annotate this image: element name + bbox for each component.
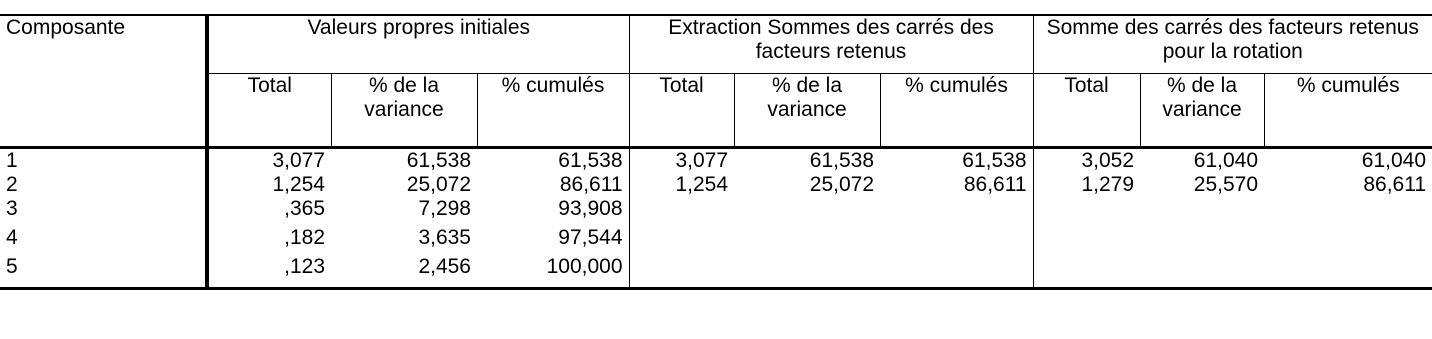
table-title-strip <box>0 0 1432 14</box>
value-cell: 1,254 <box>207 173 331 197</box>
value-cell: 86,611 <box>559 173 623 196</box>
header-pct-variance: % de la variance <box>331 74 477 148</box>
value-cell: 93,908 <box>558 197 623 220</box>
table-row <box>0 148 1432 174</box>
value-cell: 1,279 <box>1033 173 1140 197</box>
component-cell: 5 <box>0 255 207 289</box>
component-cell: 1 <box>0 148 207 174</box>
header-total: Total <box>207 74 331 148</box>
value-cell <box>1264 197 1432 226</box>
header-total: Total <box>629 74 734 148</box>
component-cell: 3 <box>6 197 18 220</box>
header-component: Composante <box>0 15 207 148</box>
value-cell <box>1140 226 1264 255</box>
header-pct-variance: % de la variance <box>734 74 880 148</box>
value-cell: 61,538 <box>477 148 629 174</box>
value-cell <box>1264 226 1432 255</box>
value-cell: 25,072 <box>809 173 875 196</box>
table-row <box>0 197 1432 226</box>
header-rotation-sums: Somme des carrés des facteurs retenus pour la rotation <box>1033 15 1432 74</box>
header-pct-cumulative: % cumulés <box>477 74 629 148</box>
value-cell: 1,254 <box>629 173 734 197</box>
value-cell <box>1033 226 1140 255</box>
value-cell: 2,456 <box>331 255 477 289</box>
value-cell: 100,000 <box>477 255 629 289</box>
component-cell: 4 <box>6 226 18 249</box>
value-cell: ,182 <box>207 226 331 255</box>
value-cell: 61,538 <box>734 148 880 174</box>
component-cell: 2 <box>6 173 18 196</box>
value-cell: 3,077 <box>207 148 331 174</box>
value-cell: 3,635 <box>418 226 471 249</box>
value-cell <box>1033 255 1140 289</box>
value-cell: 61,538 <box>880 148 1033 174</box>
value-cell <box>1140 197 1264 226</box>
header-initial-eigenvalues: Valeurs propres initiales <box>207 15 629 74</box>
value-cell <box>880 255 1033 289</box>
value-cell <box>734 197 880 226</box>
value-cell: 86,611 <box>1363 173 1427 196</box>
header-extraction-sums: Extraction Sommes des carrés des facteurs retenus <box>629 15 1033 74</box>
value-cell <box>629 197 734 226</box>
table-row <box>0 255 1432 289</box>
value-cell <box>880 226 1033 255</box>
table-row <box>0 226 1432 255</box>
value-cell: 86,611 <box>963 173 1027 196</box>
value-cell <box>734 226 880 255</box>
value-cell: ,365 <box>207 197 331 226</box>
value-cell: 61,040 <box>1140 148 1264 174</box>
value-cell: 25,072 <box>406 173 471 196</box>
header-pct-variance: % de la variance <box>1140 74 1264 148</box>
table-row <box>0 173 1432 197</box>
header-pct-cumulative: % cumulés <box>1264 74 1432 148</box>
header-pct-cumulative: % cumulés <box>880 74 1033 148</box>
value-cell <box>734 255 880 289</box>
value-cell <box>1264 255 1432 289</box>
header-total: Total <box>1033 74 1140 148</box>
value-cell <box>629 226 734 255</box>
value-cell: 97,544 <box>558 226 623 249</box>
value-cell: ,123 <box>207 255 331 289</box>
value-cell <box>629 255 734 289</box>
variance-table <box>0 14 1432 290</box>
value-cell <box>1140 255 1264 289</box>
value-cell <box>880 197 1033 226</box>
value-cell: 3,052 <box>1033 148 1140 174</box>
value-cell: 3,077 <box>629 148 734 174</box>
value-cell <box>1033 197 1140 226</box>
value-cell: 61,040 <box>1264 148 1432 174</box>
value-cell: 61,538 <box>331 148 477 174</box>
value-cell: 7,298 <box>418 197 471 220</box>
value-cell: 25,570 <box>1193 173 1259 196</box>
